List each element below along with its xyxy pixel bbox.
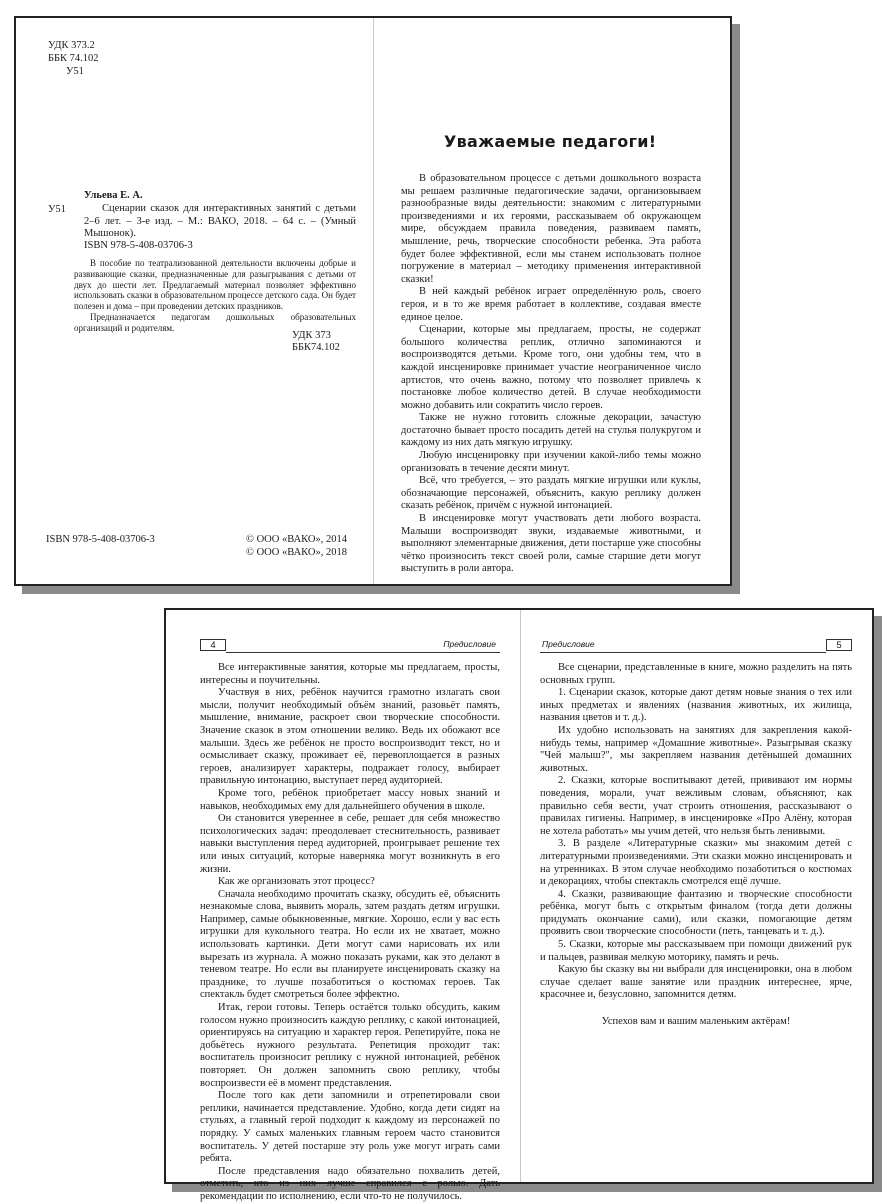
right-page-text: Все сценарии, представленные в книге, можно разделить на пять основных групп. 1. Сценарии сказок, которые дают детям новые знания о тех или иных предметах и явлениях (названия животных, их жилища, названия цветов и т. д.). Их удобно использовать на занятиях для закрепления какой-нибудь темы, например «Домашние животные». Разыгрывая сказку "Чей малыш?", мы закрепляем названия детёнышей домашних животных. 2. Сказки, которые воспитывают детей, прививают им нормы поведения, морали, учат вежливым словам, объясняют, как правильно себя вести, учат строить отношения, рассказывают о правилах гигиены. Например, в инсценировке «Про Алёну, которая не хотела работать» мы учим детей, что нельзя быть ленивыми. 3. В разделе «Литературные сказки» мы знакомим детей с литературными произведениями. Эти сказки можно инсценировать и на утренниках. В этом случае необходимо позаботиться о костюмах и декорациях, чтобы спектакль смотрелся ещё лучше. 4. Сказки, развивающие фантазию и творческие способности ребёнка, могут быть с открытым финалом (тогда дети должны придумать окончание сами), или сказки, помогающие детям проявить свои творческие способности (петь, танцевать и т. д.). 5. Сказки, которые мы рассказываем при помощи движений рук и пальцев, развивая мелкую моторику, память и речь. Какую бы сказку вы ни выбрали для инсценировки, она в любом случае сделает ваше занятие или праздник интереснее, ярче, красочнее и, безусловно, запомнится детям. Успехов вам и вашим маленьким актёрам! [540, 662, 852, 1028]
header-rule [540, 652, 826, 653]
left-header-title: Предисловие [443, 639, 496, 649]
bbk-code: ББК 74.102 [48, 53, 99, 64]
bbk-bottom: ББК74.102 [292, 342, 340, 353]
spread-preface [164, 608, 874, 1202]
author-mark: У51 [66, 66, 84, 77]
header-rule [226, 652, 500, 653]
page-fold [520, 610, 521, 1182]
isbn-bottom: ISBN 978-5-408-03706-3 [46, 534, 155, 545]
copyright-2018: © ООО «ВАКО», 2018 [246, 547, 347, 558]
foreword-text: В образовательном процессе с детьми дошкольного возраста мы решаем различные педагогические задачи, организовываем разнообразные виды деятельности: знакомим с литературными произведениями и их героями, рассказываем об окружающем мире, обсуждаем правила поведения, развиваем память, мышление, речь, творческие способности ребенка. Эта работа будет более эффективной, если мы станем использовать полное погружение в материал – методику применения интерактивной сказки! В ней каждый ребёнок играет определённую роль, своего героя, и в то же время работает в коллективе, создавая вместе единое целое. Сценарии, которые мы предлагаем, просты, не содержат большого количества реплик, отлично запоминаются и воспроизводятся детьми. Кроме того, они удобны тем, что в каждой инсценировке принимает участие неограниченное число артистов, что очень важно, потому что позволяет привлечь к постановке любое количество детей. В случае необходимости можно добавить или сократить число героев. Также не нужно готовить сложные декорации, зачастую достаточно бывает просто посадить детей на стулья полукругом и каждому из них дать мягкую игрушку. Любую инсценировку при изучении какой-либо темы можно организовать в течение десяти минут. Всё, что требуется, – это раздать мягкие игрушки или куклы, обозначающие персонажей, объяснить, какую реплику должен сказать ребёнок, причём с нужной интонацией. В инсценировке могут участвовать дети любого возраста. Малыши воспроизводят звуки, издаваемые животными, и выполняют элементарные движения, дети постарше уже способны чётко произносить текст своей роли, самые старшие дети могут выступить в роли автора. [401, 173, 701, 575]
udk-bottom: УДК 373 [292, 330, 331, 341]
author-name: Ульева Е. А. [84, 190, 143, 201]
page-number-right: 5 [826, 639, 852, 651]
spread-imprint-and-foreword [14, 16, 732, 586]
page-number-left: 4 [200, 639, 226, 651]
annotation: В пособие по театрализованной деятельности включены добрые и развивающие сказки, предназначенные для разыгрывания с детьми от двух до шести лет. Предлагаемый материал позволяет эффективно использовать сказки в образовательном процессе детского сада. Он будет полезен и дома – при проведении детских праздников. Предназначается педагогам дошкольных образовательных организаций и родителям. [74, 258, 356, 333]
closing-wish: Успехов вам и вашим маленьким актёрам! [601, 1016, 791, 1028]
udk-code: УДК 373.2 [48, 40, 95, 51]
copyright-2014: © ООО «ВАКО», 2014 [246, 534, 347, 545]
right-header-title: Предисловие [542, 639, 595, 649]
left-running-header [200, 639, 500, 653]
isbn: ISBN 978-5-408-03706-3 [84, 240, 193, 251]
foreword-heading: Уважаемые педагоги! [444, 132, 657, 151]
author-code: У51 [48, 204, 66, 215]
page-fold [373, 18, 374, 584]
right-running-header [540, 639, 852, 653]
left-page-text: Все интерактивные занятия, которые мы предлагаем, просты, интересны и поучительны. Участвуя в них, ребёнок научится грамотно излагать свои мысли, получит необходимый объём знаний, разовьёт память, мышление, внимание, раскроет свои творческие способности. Значение сказок в этом отношении велико. Ведь их обожают все малыши. Здесь же ребёнок не просто воспроизводит текст, но и осмысливает сказку, проживает её, перевоплощается в разных героев, анализирует характеры, подражает голосу, выбирает правильную интонацию, выступает перед аудиторией. Кроме того, ребёнок приобретает массу новых знаний и навыков, необходимых ему для дальнейшего обучения в школе. Он становится увереннее в себе, решает для себя множество психологических задач: преодолевает стеснительность, развивает навыки выступления перед аудиторией, проигрывает решение тех или иных ситуаций, которые наверняка могут возникнуть в его жизни. Как же организовать этот процесс? Сначала необходимо прочитать сказку, обсудить её, объяснить незнакомые слова, выявить мораль, затем раздать детям игрушки. Например, самые обыкновенные, мягкие. Хорошо, если у вас есть игрушки для кукольного театра. Но если их не хватает, можно использовать картинки. Дети могут сами нарисовать их или вырезать из журнала. А можно показать руками, как это делают в теневом театре. Но если вы планируете инсценировать сказку на празднике, то лучше позаботиться о костюмах героев. Так спектакль будет смотреться более эффектно. Итак, герои готовы. Теперь остаётся только обсудить, каким голосом нужно произносить каждую реплику, с какой интонацией, ориентируясь на ситуацию и характер героя. Репетируйте, пока не добьётесь нужного результата. Репетиция проходит так: воспитатель произносит реплику с нужной интонацией, ребёнок повторяет. Он должен запомнить свою реплику, чтобы воспроизвести её в момент представления. После того как дети запомнили и отрепетировали свои реплики, начинается представление. Удобно, когда дети сидят на стульях, а главный герой подходит к каждому из персонажей по порядку. У самых маленьких главным героем часто становится воспитатель. У детей постарше эту роль уже могут играть сами ребята. После представления надо обязательно похвалить детей, отметить, кто из них лучше справился с ролью. Дать рекомендации по исполнению, если что-то не получилось. [200, 662, 500, 1202]
bibliographic-description: Сценарии сказок для интерактивных занятий с детьми 2–6 лет. – 3-е изд. – М.: ВАКО, 2018. – 64 с. – (Умный Мышонок). [84, 203, 356, 240]
